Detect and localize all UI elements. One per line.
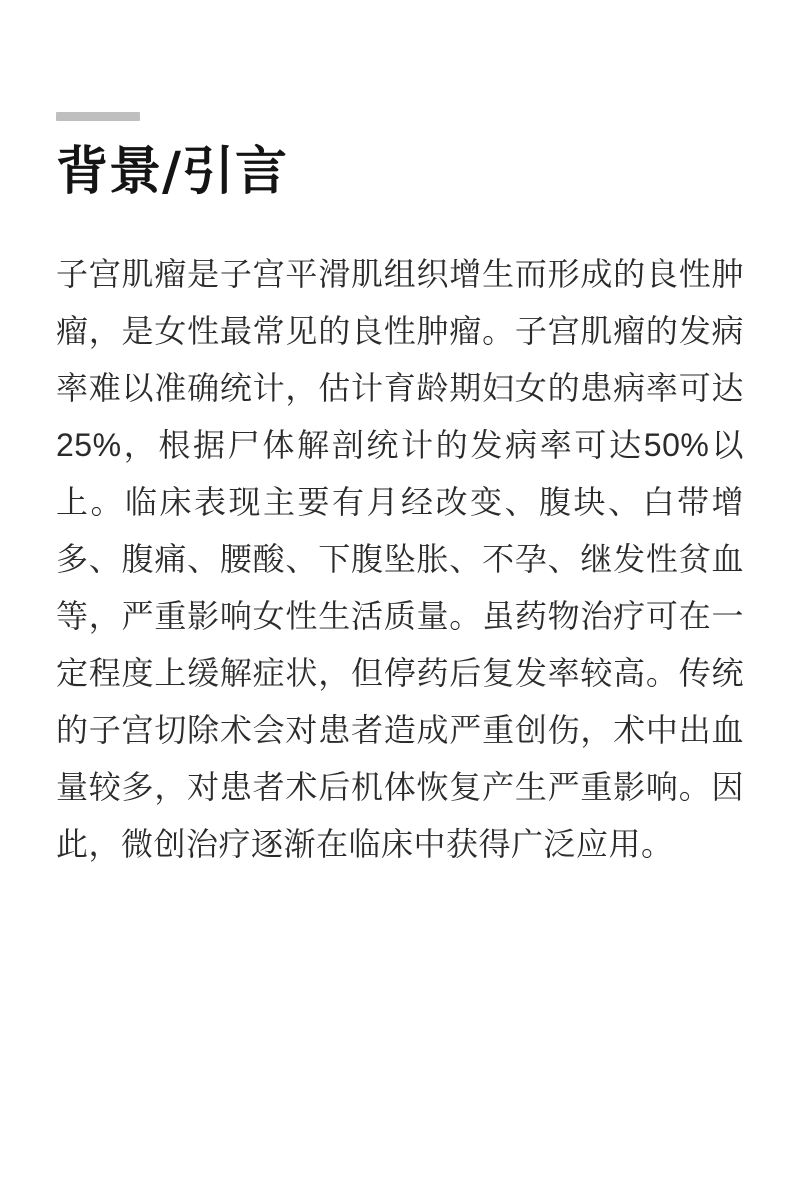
page-title: 背景/引言 xyxy=(56,141,288,202)
body-paragraph: 子宫肌瘤是子宫平滑肌组织增生而形成的良性肿瘤，是女性最常见的良性肿瘤。子宫肌瘤的发病率难以准确统计，估计育龄期妇女的患病率可达25%，根据尸体解剖统计的发病率可达50%以上。临床表现主要有月经改变、腹块、白带增多、腹痛、腰酸、下腹坠胀、不孕、继发性贫血等，严重影响女性生活质量。虽药物治疗可在一定程度上缓解症状，但停药后复发率较高。传统的子宫切除术会对患者造成严重创伤，术中出血量较多，对患者术后机体恢复产生严重影响。因此，微创治疗逐渐在临床中获得广泛应用。 xyxy=(56,256,744,862)
title-accent-bar xyxy=(56,112,140,121)
document-page xyxy=(0,112,800,1179)
